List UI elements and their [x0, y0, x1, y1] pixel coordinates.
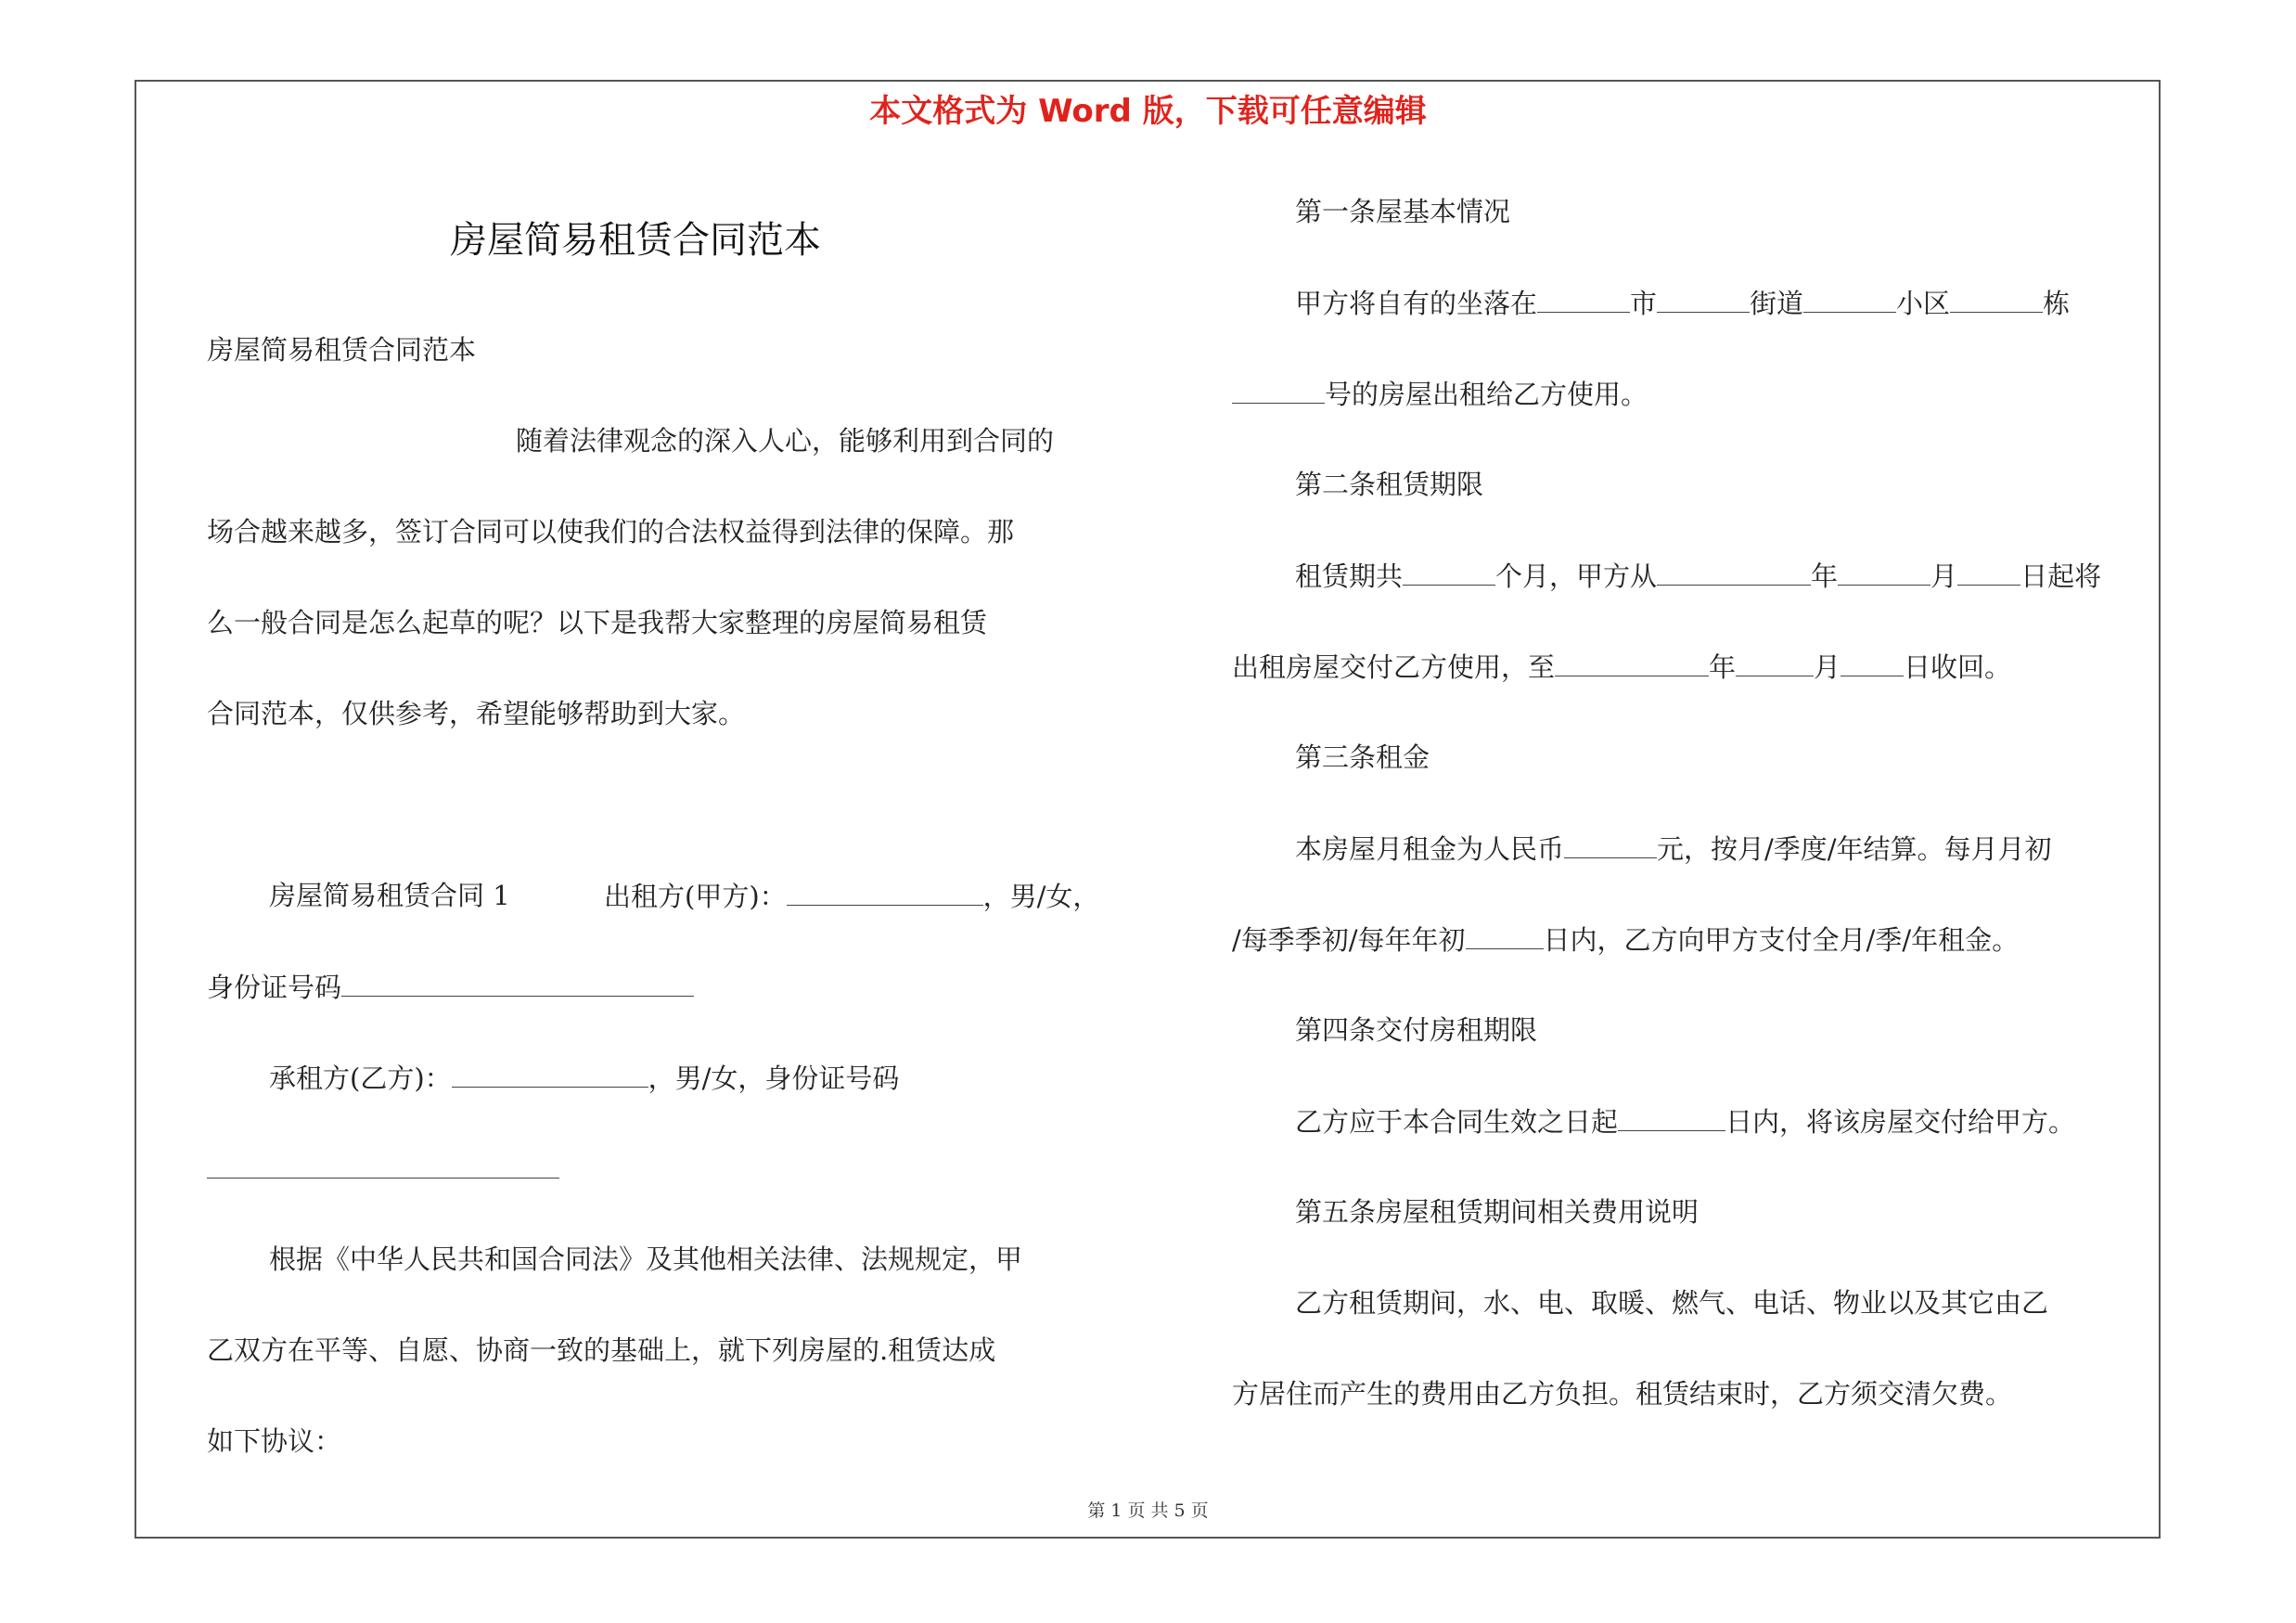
left-line-7	[207, 968, 694, 1006]
right-line-14: 方居住而产生的费用由乙方负担。租赁结束时，乙方须交清欠费。	[1232, 1378, 2013, 1410]
left-line-1: 房屋简易租赁合同范本	[207, 334, 477, 366]
payment-text: 日内，乙方向甲方支付全月/季/年租金。	[1543, 924, 2020, 956]
end-month-blank	[1736, 648, 1814, 676]
left-line-9	[207, 1150, 559, 1188]
rent-label: 本房屋月租金为人民币	[1295, 833, 1565, 865]
end-day-blank	[1841, 648, 1904, 676]
left-line-10: 根据《中华人民共和国合同法》及其他相关法律、法规规定，甲	[269, 1243, 1023, 1275]
lessor-id-label: 身份证号码	[207, 972, 342, 1003]
street-blank	[1657, 284, 1750, 313]
left-line-3: 场合越来越多，签订合同可以使我们的合法权益得到法律的保障。那	[207, 516, 1015, 547]
house-number-blank	[1232, 375, 1325, 404]
article-5-heading: 第五条房屋租赁期间相关费用说明	[1295, 1196, 1700, 1228]
right-line-5	[1295, 557, 2101, 595]
right-line-13: 乙方租赁期间，水、电、取暖、燃气、电话、物业以及其它由乙	[1295, 1287, 2049, 1319]
article-3-heading: 第三条租金	[1295, 741, 1430, 773]
document-title: 房屋简易租赁合同范本	[450, 219, 821, 262]
right-line-2	[1295, 284, 2070, 322]
community-label: 小区	[1896, 288, 1951, 319]
end-year-label: 年	[1709, 651, 1737, 683]
right-line-9	[1232, 921, 2019, 959]
building-blank	[1950, 284, 2043, 313]
payment-period-text: /每季季初/每年年初	[1232, 924, 1466, 956]
located-label: 甲方将自有的坐落在	[1295, 288, 1538, 319]
rent-settlement-text: 元，按月/季度/年结算。每月月初	[1657, 833, 2052, 865]
house-number-text: 号的房屋出租给乙方使用。	[1325, 379, 1648, 410]
right-line-11	[1295, 1102, 2075, 1140]
left-line-12: 如下协议：	[207, 1425, 342, 1457]
lessor-name-blank	[787, 877, 983, 906]
article-2-heading: 第二条租赁期限	[1295, 469, 1484, 500]
end-day-label: 日收回。	[1904, 651, 2012, 683]
start-year-blank	[1657, 557, 1811, 586]
city-label: 市	[1630, 288, 1658, 319]
left-line-2: 随着法律观念的深入人心，能够利用到合同的	[516, 425, 1055, 457]
lessee-gender-id: ，男/女，身份证号码	[648, 1063, 900, 1094]
left-line-4: 么一般合同是怎么起草的呢？以下是我帮大家整理的房屋简易租赁	[207, 607, 988, 638]
months-label: 个月，甲方从	[1495, 560, 1658, 592]
start-month-label: 月	[1930, 560, 1958, 592]
term-label: 租赁期共	[1295, 560, 1404, 592]
lessor-gender: ，男/女，	[982, 881, 1100, 912]
rent-amount-blank	[1564, 830, 1657, 858]
street-label: 街道	[1750, 288, 1804, 319]
article-4-heading: 第四条交付房租期限	[1295, 1014, 1538, 1046]
end-month-label: 月	[1814, 651, 1841, 683]
months-blank	[1403, 557, 1495, 586]
handover-text: 出租房屋交付乙方使用，至	[1232, 651, 1556, 683]
left-line-6	[604, 877, 1099, 915]
right-line-6	[1232, 648, 2011, 686]
handover-days-blank	[1618, 1102, 1725, 1131]
start-day-label: 日起将	[2020, 560, 2102, 592]
end-year-blank	[1555, 648, 1709, 676]
page-number: 第 1 页 共 5 页	[1087, 1501, 1209, 1521]
lessee-id-blank	[207, 1150, 559, 1179]
handover-days-text: 日内，将该房屋交付给甲方。	[1725, 1106, 2076, 1138]
start-month-blank	[1838, 557, 1930, 586]
left-line-5: 合同范本，仅供参考，希望能够帮助到大家。	[207, 698, 746, 729]
article-1-heading: 第一条屋基本情况	[1295, 196, 1511, 227]
lessee-label: 承租方(乙方)：	[269, 1063, 452, 1094]
community-blank	[1803, 284, 1896, 313]
format-banner: 本文格式为 Word 版，下载可任意编辑	[869, 93, 1427, 130]
contract-heading-1: 房屋简易租赁合同 1	[269, 880, 510, 911]
building-label: 栋	[2043, 288, 2071, 319]
city-blank	[1537, 284, 1630, 313]
right-line-8	[1295, 830, 2052, 868]
start-day-blank	[1957, 557, 2020, 586]
lessee-name-blank	[452, 1059, 648, 1088]
left-line-8	[269, 1059, 899, 1097]
effective-text: 乙方应于本合同生效之日起	[1295, 1106, 1619, 1138]
lessor-label: 出租方(甲方)：	[604, 881, 787, 912]
start-year-label: 年	[1811, 560, 1839, 592]
lessor-id-blank	[341, 968, 694, 997]
left-line-11: 乙双方在平等、自愿、协商一致的基础上，就下列房屋的.租赁达成	[207, 1334, 996, 1366]
payment-days-blank	[1466, 921, 1544, 949]
right-line-3	[1232, 375, 1648, 413]
